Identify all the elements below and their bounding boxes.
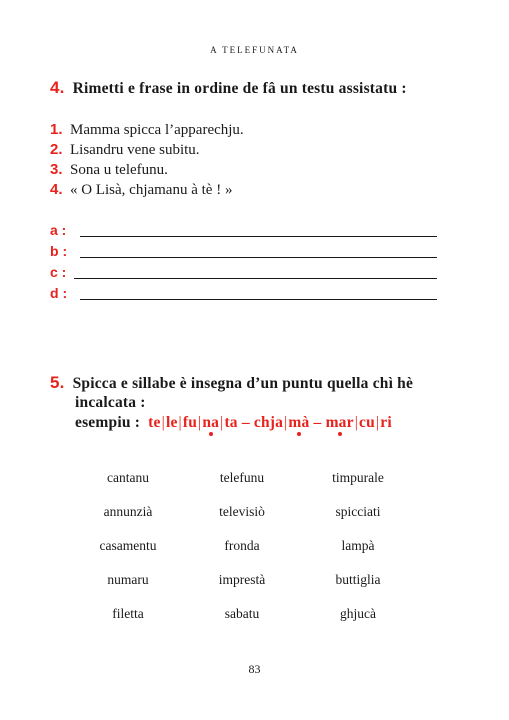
exercise-5-heading xyxy=(50,373,413,393)
exercise-5-number: 5. xyxy=(50,373,65,392)
syllable: fu xyxy=(182,414,198,431)
word-cell: ghjucà xyxy=(340,606,376,621)
answer-label-c: c : xyxy=(50,264,67,280)
list-item xyxy=(50,161,168,179)
answer-line-d[interactable] xyxy=(80,299,437,300)
word-cell: cantanu xyxy=(107,470,149,485)
word-cell: casamentu xyxy=(99,538,157,553)
list-item-number: 1. xyxy=(50,121,63,138)
word-cell: fronda xyxy=(224,538,260,553)
syllable-separator: | xyxy=(178,414,182,431)
word-cell: spicciati xyxy=(335,504,381,519)
running-header: A TELEFUNATA xyxy=(210,45,299,55)
list-item-number: 2. xyxy=(50,141,63,158)
word-separator: – xyxy=(309,414,326,431)
exercise-4-heading xyxy=(50,78,407,98)
word-cell: numaru xyxy=(107,572,149,587)
syllable: ta xyxy=(224,414,238,431)
exercise-5-title: Spicca e sillabe è insegna d’un puntu quella chì hè xyxy=(72,375,414,392)
exercise-4-number: 4. xyxy=(50,78,65,97)
syllable-separator: | xyxy=(198,414,202,431)
word-cell: telefunu xyxy=(219,470,265,485)
exercise-5-title-continued: incalcata : xyxy=(75,394,146,411)
word-cell: sabatu xyxy=(224,606,260,621)
list-item-text: Mamma spicca l’apparechju. xyxy=(70,122,244,138)
word-cell: annunzià xyxy=(103,504,153,519)
list-item-text: Lisandru vene subitu. xyxy=(70,142,200,158)
list-item-text: « O Lisà, chjamanu à tè ! » xyxy=(70,182,233,198)
list-item-text: Sona u telefunu. xyxy=(70,162,168,178)
page-number: 83 xyxy=(248,662,261,676)
word-cell: imprestà xyxy=(218,572,266,587)
word-separator: – xyxy=(237,414,254,431)
word-cell: televisiò xyxy=(219,504,265,519)
syllable-separator: | xyxy=(375,414,380,431)
answer-label-a: a : xyxy=(50,222,67,238)
syllable-separator: | xyxy=(354,414,359,431)
list-item xyxy=(50,141,200,159)
list-item xyxy=(50,121,244,139)
list-item-number: 3. xyxy=(50,161,63,178)
answer-label-b: b : xyxy=(50,243,68,259)
answer-line-a[interactable] xyxy=(80,236,437,237)
syllable: chja xyxy=(253,414,284,431)
word-cell: buttiglia xyxy=(335,572,381,587)
word-cell: filetta xyxy=(112,606,144,621)
stressed-syllable: na xyxy=(202,414,220,431)
syllable: te xyxy=(148,414,161,431)
syllable-separator: | xyxy=(161,414,165,431)
word-cell: lampà xyxy=(341,538,375,553)
syllable: cu xyxy=(359,414,375,431)
syllable-separator: | xyxy=(284,414,288,431)
exercise-4-title: Rimetti e frase in ordine de fâ un testu assistatu : xyxy=(72,80,407,97)
answer-line-b[interactable] xyxy=(80,257,437,258)
syllable-separator: | xyxy=(220,414,224,431)
list-item xyxy=(50,181,232,199)
example-label: esempiu : xyxy=(75,414,141,431)
example-syllables xyxy=(148,414,392,431)
example-line xyxy=(75,414,392,432)
list-item-number: 4. xyxy=(50,181,63,198)
syllable: le xyxy=(165,414,178,431)
stressed-syllable: mà xyxy=(288,414,310,431)
syllable: ri xyxy=(380,414,392,431)
answer-label-d: d : xyxy=(50,285,68,301)
stressed-syllable: mar xyxy=(325,414,354,431)
word-cell: timpurale xyxy=(332,470,384,485)
answer-line-c[interactable] xyxy=(74,278,437,279)
